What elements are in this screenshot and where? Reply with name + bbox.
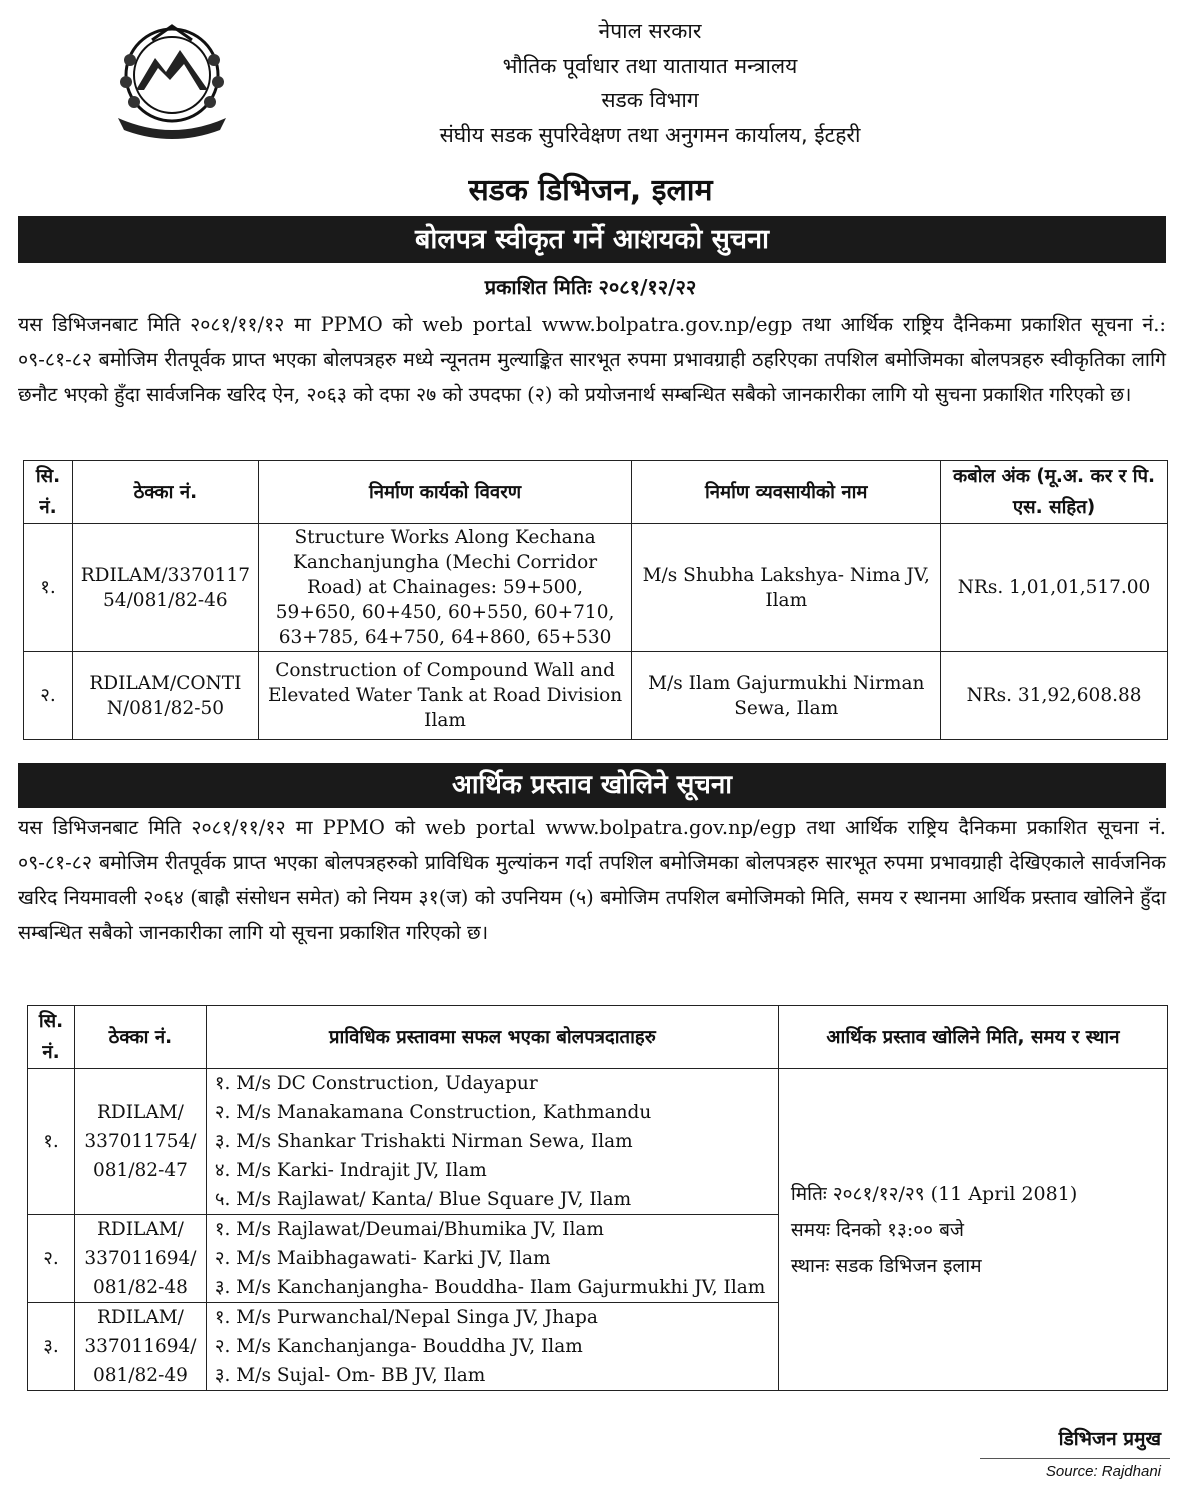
opening-time: समयः दिनको १३:०० बजे (790, 1218, 965, 1241)
financial-opening-table (27, 1005, 1168, 1391)
cell-sn: १. (28, 1069, 75, 1215)
header-line-4: संघीय सडक सुपरिवेक्षण तथा अनुगमन कार्यालय, ईटहरी (439, 122, 861, 147)
bidder-item: ३. M/s Sujal- Om- BB JV, Ilam (214, 1365, 486, 1386)
cell-opening-schedule (778, 1069, 1167, 1391)
cell-contract: RDILAM/CONTIN/081/82-50 (72, 652, 258, 740)
cell-bidders (206, 1069, 778, 1215)
bidder-item: २. M/s Maibhagawati- Karki JV, Ilam (214, 1248, 551, 1269)
col-work: निर्माण कार्यको विवरण (258, 461, 632, 524)
section1-paragraph: यस डिभिजनबाट मिति २०८१/११/१२ मा PPMO को web portal www.bolpatra.gov.np/egp तथा आर्थिक राष्ट्रिय दैनिकमा प्रकाशित सूचना नं.: ०९-८१-८२ बमोजिम रीतपूर्वक प्राप्त भएका बोलपत्रहरु मध्ये न्यूनतम मुल्याङ्कित सारभूत रुपमा प्रभावग्राही ठहरिएका तपशिल बमोजिमका बोलपत्रहरु स्वीकृतिका लागि छनौट भएको हुँदा सार्वजनिक खरिद ऐन, २०६३ को दफा २७ को उपदफा (२) को प्रयोजनार्थ सम्बन्धित सबैको जानकारीका लागि यो सुचना प्रकाशित गरिएको छ। (18, 313, 1166, 406)
col-amount: कबोल अंक (मू.अ. कर र पि. एस. सहित) (941, 461, 1168, 524)
cell-contract: RDILAM/ 337011694/ 081/82-49 (74, 1303, 206, 1391)
col-contractor: निर्माण व्यवसायीको नाम (632, 461, 941, 524)
cell-contract: RDILAM/ 337011694/ 081/82-48 (74, 1215, 206, 1303)
cell-contractor: M/s Shubha Lakshya- Nima JV, Ilam (632, 524, 941, 652)
col-sn: सि. नं. (28, 1006, 75, 1069)
opening-place: स्थानः सडक डिभिजन इलाम (790, 1254, 982, 1277)
col-sn: सि. नं. (24, 461, 73, 524)
cell-sn: २. (28, 1215, 75, 1303)
bidder-item: ५. M/s Rajlawat/ Kanta/ Blue Square JV, Ilam (214, 1189, 632, 1210)
bidder-item: १. M/s DC Construction, Udayapur (214, 1073, 538, 1094)
bidder-item: २. M/s Kanchanjanga- Bouddha JV, Ilam (214, 1336, 583, 1357)
division-title: सडक डिभिजन, इलाम (468, 173, 713, 208)
cell-amount: NRs. 1,01,01,517.00 (941, 524, 1168, 652)
published-date: प्रकाशित मितिः २०८१/१२/२२ (484, 275, 697, 299)
source-credit: Source: Rajdhani (1045, 1463, 1161, 1480)
table-header-row (28, 1006, 1168, 1069)
nepal-government-emblem-icon (100, 20, 245, 140)
header-line-2: भौतिक पूर्वाधार तथा यातायात मन्त्रालय (502, 53, 798, 78)
government-header (300, 14, 1000, 152)
section2-paragraph: यस डिभिजनबाट मिति २०८१/११/१२ मा PPMO को web portal www.bolpatra.gov.np/egp तथा आर्थिक राष्ट्रिय दैनिकमा प्रकाशित सूचना नं. ०९-८१-८२ बमोजिम रीतपूर्वक प्राप्त भएका बोलपत्रहरुको प्राविधिक मुल्यांकन गर्दा तपशिल बमोजिमका बोलपत्रहरु सारभूत रुपमा प्रभावग्राही देखिएकाले सार्वजनिक खरिद नियमावली २०६४ (बाह्रौ संसोधन समेत) को नियम ३१(ज) को उपनियम (५) बमोजिम तपशिल बमोजिमको मिति, समय र स्थानमा आर्थिक प्रस्ताव खोलिने हुँदा सम्बन्धित सबैको जानकारीका लागि यो सूचना प्रकाशित गरिएको छ। (18, 816, 1166, 944)
divider (980, 1458, 1170, 1459)
bidder-item: ४. M/s Karki- Indrajit JV, Ilam (214, 1160, 487, 1181)
table-row (24, 524, 1168, 652)
section2-title: आर्थिक प्रस्ताव खोलिने सूचना (18, 763, 1166, 808)
bidder-item: १. M/s Purwanchal/Nepal Singa JV, Jhapa (214, 1307, 598, 1328)
bidder-item: ३. M/s Shankar Trishakti Nirman Sewa, Ilam (214, 1131, 633, 1152)
header-line-3: सडक विभाग (601, 88, 699, 112)
signature: डिभिजन प्रमुख (1058, 1428, 1161, 1450)
col-contract: ठेक्का नं. (74, 1006, 206, 1069)
bidder-item: २. M/s Manakamana Construction, Kathmandu (214, 1102, 652, 1123)
cell-contract: RDILAM/ 337011754/ 081/82-47 (74, 1069, 206, 1215)
awarded-bids-table (23, 460, 1168, 740)
cell-bidders (206, 1303, 778, 1391)
cell-contractor: M/s Ilam Gajurmukhi Nirman Sewa, Ilam (632, 652, 941, 740)
header-line-1: नेपाल सरकार (598, 19, 702, 43)
col-bidders: प्राविधिक प्रस्तावमा सफल भएका बोलपत्रदाताहरु (206, 1006, 778, 1069)
cell-bidders (206, 1215, 778, 1303)
cell-contract: RDILAM/337011754/081/82-46 (72, 524, 258, 652)
table-header-row (24, 461, 1168, 524)
bidder-item: १. M/s Rajlawat/Deumai/Bhumika JV, Ilam (214, 1219, 604, 1240)
table-row (24, 652, 1168, 740)
cell-sn: २. (24, 652, 73, 740)
cell-amount: NRs. 31,92,608.88 (941, 652, 1168, 740)
col-opening-schedule: आर्थिक प्रस्ताव खोलिने मिति, समय र स्थान (778, 1006, 1167, 1069)
opening-date: मितिः २०८१/१२/२९ (11 April 2081) (790, 1182, 1078, 1205)
cell-sn: १. (24, 524, 73, 652)
section1-title: बोलपत्र स्वीकृत गर्ने आशयको सुचना (18, 216, 1166, 263)
table-row (28, 1069, 1168, 1215)
cell-work: Construction of Compound Wall and Elevated Water Tank at Road Division Ilam (258, 652, 632, 740)
cell-sn: ३. (28, 1303, 75, 1391)
cell-work: Structure Works Along Kechana Kanchanjungha (Mechi Corridor Road) at Chainages: 59+500, 59+650, 60+450, 60+550, 60+710, 63+785, 64+750, 64+860, 65+530 (258, 524, 632, 652)
col-contract: ठेक्का नं. (72, 461, 258, 524)
bidder-item: ३. M/s Kanchanjangha- Bouddha- Ilam Gajurmukhi JV, Ilam (214, 1277, 766, 1298)
